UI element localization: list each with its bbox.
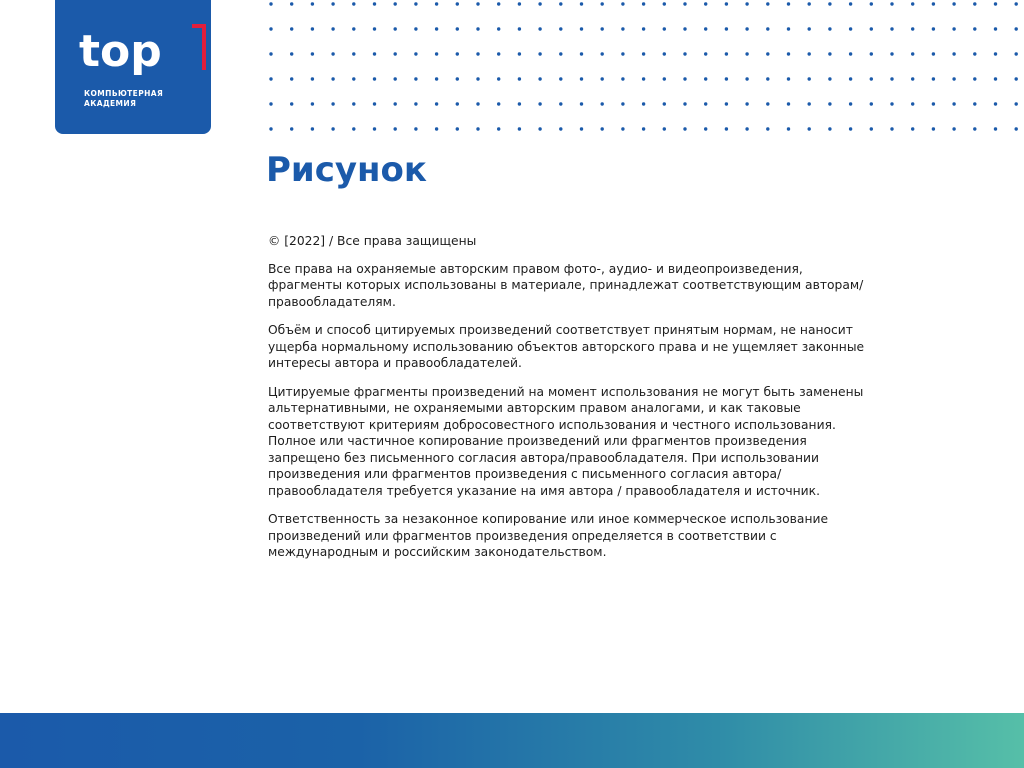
grid-dot (870, 102, 873, 105)
copyright-line: © [2022] / Все права защищены (268, 234, 477, 248)
grid-dot (414, 102, 417, 105)
logo-subtitle-line-1: КОМПЬЮТЕРНАЯ (84, 89, 164, 98)
grid-dot (331, 27, 334, 30)
grid-dot (890, 27, 893, 30)
grid-dot (808, 52, 811, 55)
grid-dot (414, 27, 417, 30)
grid-dot (787, 102, 790, 105)
grid-dot (290, 52, 293, 55)
grid-dot (663, 2, 666, 5)
grid-dot (580, 102, 583, 105)
grid-dot (394, 77, 397, 80)
grid-dot (828, 77, 831, 80)
grid-dot (414, 52, 417, 55)
logo-subtitle-line-2: АКАДЕМИЯ (84, 99, 137, 108)
grid-dot (518, 127, 521, 130)
grid-dot (621, 2, 624, 5)
grid-dot (849, 102, 852, 105)
grid-dot (269, 102, 272, 105)
grid-dot (725, 127, 728, 130)
grid-dot (994, 27, 997, 30)
grid-dot (352, 2, 355, 5)
grid-dot (373, 27, 376, 30)
grid-dot (911, 102, 914, 105)
grid-dot (311, 52, 314, 55)
grid-dot (870, 27, 873, 30)
grid-dot (311, 2, 314, 5)
grid-dot (331, 2, 334, 5)
grid-dot (538, 127, 541, 130)
grid-dot (538, 27, 541, 30)
grid-dot (269, 77, 272, 80)
grid-dot (704, 52, 707, 55)
grid-dot (642, 27, 645, 30)
grid-dot (559, 127, 562, 130)
grid-dot (952, 102, 955, 105)
copyright-notice (268, 233, 868, 573)
grid-dot (559, 102, 562, 105)
grid-dot (497, 77, 500, 80)
grid-dot (331, 52, 334, 55)
grid-dot (476, 2, 479, 5)
grid-dot (435, 102, 438, 105)
grid-dot (373, 2, 376, 5)
grid-dot (787, 127, 790, 130)
grid-dot (414, 127, 417, 130)
grid-dot (704, 77, 707, 80)
bottom-gradient-bar (0, 713, 1024, 768)
grid-dot (476, 77, 479, 80)
grid-dot (435, 2, 438, 5)
grid-dot (683, 2, 686, 5)
grid-dot (766, 2, 769, 5)
grid-dot (725, 2, 728, 5)
grid-dot (311, 77, 314, 80)
academy-logo (55, 0, 211, 134)
grid-dot (849, 27, 852, 30)
grid-dot (269, 127, 272, 130)
grid-dot (456, 77, 459, 80)
paragraph-liability: Ответственность за незаконное копирование или иное коммерческое использование произведений или фрагментов произведения определяется в соответствии с международным и российским законодательством. (268, 512, 829, 559)
grid-dot (414, 77, 417, 80)
grid-dot (973, 127, 976, 130)
grid-dot (828, 102, 831, 105)
grid-dot (311, 127, 314, 130)
grid-dot (952, 2, 955, 5)
grid-dot (745, 77, 748, 80)
grid-dot (973, 102, 976, 105)
grid-dot (725, 52, 728, 55)
grid-dot (394, 52, 397, 55)
grid-dot (808, 27, 811, 30)
grid-dot (601, 27, 604, 30)
grid-dot (870, 77, 873, 80)
grid-dot (994, 2, 997, 5)
logo-wordmark: top (79, 26, 162, 77)
grid-dot (828, 127, 831, 130)
grid-dot (973, 27, 976, 30)
grid-dot (870, 127, 873, 130)
grid-dot (1015, 102, 1018, 105)
grid-dot (601, 2, 604, 5)
grid-dot (725, 77, 728, 80)
paragraph-citation-scope: Объём и способ цитируемых произведений соответствует принятым нормам, не наносит ущерба нормальному использованию объектов авторского права и не ущемляет законные интересы автора и правообладателей. (268, 323, 865, 370)
grid-dot (621, 27, 624, 30)
grid-dot (580, 77, 583, 80)
grid-dot (373, 77, 376, 80)
grid-dot (1015, 2, 1018, 5)
grid-dot (725, 27, 728, 30)
grid-dot (373, 52, 376, 55)
grid-dot (476, 127, 479, 130)
grid-dot (745, 52, 748, 55)
grid-dot (911, 52, 914, 55)
grid-dot (642, 127, 645, 130)
grid-dot (787, 52, 790, 55)
grid-dot (497, 27, 500, 30)
grid-dot (559, 52, 562, 55)
grid-dot (683, 102, 686, 105)
grid-dot (269, 27, 272, 30)
grid-dot (849, 52, 852, 55)
grid-dot (704, 127, 707, 130)
grid-dot (808, 102, 811, 105)
grid-dot (849, 77, 852, 80)
grid-dot (476, 52, 479, 55)
grid-dot (787, 27, 790, 30)
grid-dot (663, 102, 666, 105)
grid-dot (642, 77, 645, 80)
grid-dot (787, 77, 790, 80)
logo-corner-mark-icon (192, 24, 206, 70)
grid-dot (766, 52, 769, 55)
grid-dot (290, 127, 293, 130)
grid-dot (414, 2, 417, 5)
paragraph-rights-ownership: Все права на охраняемые авторским правом фото-, аудио- и видеопроизведения, фрагменты которых использованы в материале, принадлежат соответствующим авторам/правообладателям. (268, 261, 864, 309)
grid-dot (621, 52, 624, 55)
grid-dot (290, 27, 293, 30)
grid-dot (269, 52, 272, 55)
grid-dot (1015, 52, 1018, 55)
grid-dot (497, 102, 500, 105)
grid-dot (766, 77, 769, 80)
grid-dot (725, 102, 728, 105)
grid-dot (870, 2, 873, 5)
grid-dot (994, 77, 997, 80)
grid-dot (932, 77, 935, 80)
grid-dot (849, 127, 852, 130)
grid-dot (766, 102, 769, 105)
grid-dot (704, 102, 707, 105)
grid-dot (435, 127, 438, 130)
grid-dot (932, 2, 935, 5)
grid-dot (766, 27, 769, 30)
grid-dot (683, 52, 686, 55)
grid-dot (890, 77, 893, 80)
grid-dot (952, 27, 955, 30)
grid-dot (497, 52, 500, 55)
grid-dot (994, 52, 997, 55)
grid-dot (911, 2, 914, 5)
grid-dot (973, 77, 976, 80)
grid-dot (352, 27, 355, 30)
grid-dot (932, 102, 935, 105)
grid-dot (352, 127, 355, 130)
grid-dot (642, 2, 645, 5)
grid-dot (890, 127, 893, 130)
grid-dot (518, 27, 521, 30)
grid-dot (331, 127, 334, 130)
grid-dot (518, 77, 521, 80)
grid-dot (745, 27, 748, 30)
grid-dot (621, 102, 624, 105)
grid-dot (456, 102, 459, 105)
grid-dot (1015, 27, 1018, 30)
grid-dot (911, 77, 914, 80)
grid-dot (456, 52, 459, 55)
grid-dot (932, 52, 935, 55)
page-title: Рисунок (266, 150, 427, 190)
grid-dot (394, 102, 397, 105)
grid-dot (559, 27, 562, 30)
grid-dot (394, 127, 397, 130)
grid-dot (538, 52, 541, 55)
grid-dot (828, 2, 831, 5)
logo-subtitle (84, 89, 163, 109)
grid-dot (580, 52, 583, 55)
grid-dot (538, 77, 541, 80)
grid-dot (518, 2, 521, 5)
grid-dot (518, 52, 521, 55)
grid-dot (352, 102, 355, 105)
grid-dot (973, 52, 976, 55)
grid-dot (456, 2, 459, 5)
grid-dot (663, 27, 666, 30)
grid-dot (745, 102, 748, 105)
grid-dot (890, 52, 893, 55)
grid-dot (518, 102, 521, 105)
grid-dot (331, 102, 334, 105)
paragraph-fair-use: Цитируемые фрагменты произведений на момент использования не могут быть заменены альтернативными, не охраняемыми авторским правом аналогами, и как таковые соответствуют критериям добросовестного использования и честного использования. Полное или частичное копирование произведений или фрагментов произведения запрещено без письменного согласия автора/правообладателя. При использовании произведения или фрагментов произведения с письменного согласия автора/правообладателя требуется указание на имя автора / правообладателя и источник. (268, 384, 864, 498)
grid-dot (621, 127, 624, 130)
grid-dot (808, 2, 811, 5)
grid-dot (745, 2, 748, 5)
grid-dot (787, 2, 790, 5)
grid-dot (683, 127, 686, 130)
grid-dot (994, 102, 997, 105)
grid-dot (828, 27, 831, 30)
grid-dot (497, 127, 500, 130)
grid-dot (580, 2, 583, 5)
grid-dot (476, 27, 479, 30)
grid-dot (973, 2, 976, 5)
grid-dot (269, 2, 272, 5)
grid-dot (601, 127, 604, 130)
grid-dot (1015, 127, 1018, 130)
grid-dot (704, 27, 707, 30)
grid-dot (808, 77, 811, 80)
grid-dot (435, 52, 438, 55)
decorative-dot-grid (261, 0, 1024, 138)
grid-dot (890, 102, 893, 105)
grid-dot (435, 27, 438, 30)
grid-dot (932, 27, 935, 30)
grid-dot (373, 127, 376, 130)
grid-dot (683, 27, 686, 30)
grid-dot (683, 77, 686, 80)
grid-dot (352, 77, 355, 80)
grid-dot (601, 52, 604, 55)
grid-dot (559, 77, 562, 80)
grid-dot (394, 27, 397, 30)
grid-dot (642, 102, 645, 105)
grid-dot (435, 77, 438, 80)
grid-dot (932, 127, 935, 130)
grid-dot (704, 2, 707, 5)
grid-dot (456, 27, 459, 30)
grid-dot (994, 127, 997, 130)
grid-dot (290, 77, 293, 80)
grid-dot (952, 77, 955, 80)
grid-dot (311, 27, 314, 30)
grid-dot (373, 102, 376, 105)
grid-dot (663, 127, 666, 130)
grid-dot (601, 102, 604, 105)
grid-dot (311, 102, 314, 105)
grid-dot (621, 77, 624, 80)
grid-dot (538, 2, 541, 5)
grid-dot (580, 127, 583, 130)
grid-dot (642, 52, 645, 55)
grid-dot (870, 52, 873, 55)
grid-dot (456, 127, 459, 130)
grid-dot (766, 127, 769, 130)
grid-dot (952, 127, 955, 130)
grid-dot (352, 52, 355, 55)
grid-dot (663, 52, 666, 55)
grid-dot (331, 77, 334, 80)
grid-dot (394, 2, 397, 5)
grid-dot (601, 77, 604, 80)
grid-dot (828, 52, 831, 55)
grid-dot (911, 127, 914, 130)
grid-dot (497, 2, 500, 5)
grid-dot (1015, 77, 1018, 80)
grid-dot (952, 52, 955, 55)
grid-dot (890, 2, 893, 5)
grid-dot (745, 127, 748, 130)
grid-dot (538, 102, 541, 105)
grid-dot (290, 102, 293, 105)
grid-dot (849, 2, 852, 5)
grid-dot (580, 27, 583, 30)
grid-dot (911, 27, 914, 30)
grid-dot (559, 2, 562, 5)
grid-dot (663, 77, 666, 80)
grid-dot (476, 102, 479, 105)
grid-dot (808, 127, 811, 130)
grid-dot (290, 2, 293, 5)
